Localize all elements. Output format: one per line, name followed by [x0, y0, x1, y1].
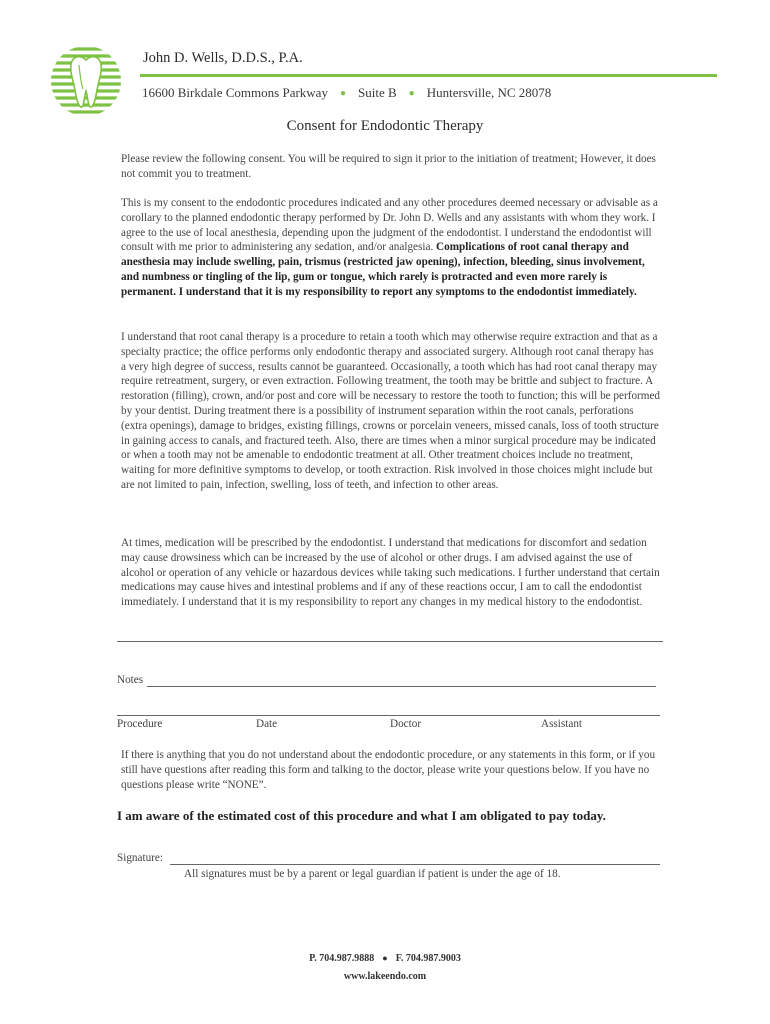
procedure-line-field[interactable] — [117, 715, 660, 716]
notes-field[interactable] — [147, 686, 656, 687]
date-label: Date — [256, 718, 278, 730]
header-divider — [140, 74, 717, 77]
procedure-label: Procedure — [117, 718, 163, 730]
bullet-icon: ● — [382, 953, 388, 963]
bullet-icon: ● — [339, 88, 347, 99]
assistant-label: Assistant — [541, 718, 583, 730]
complications-text: Complications of root canal therapy and anesthesia may include swelling, pain, trismus (restricted jaw opening), infection, bleeding, sinus involvement, and numbness or tingling of the lip, gum or tongue, which rarely is protracted and even more rarely is permanent. I understand that it is my responsibility to report any symptoms to the endodontist immediately. — [121, 241, 645, 298]
footer-fax: F. 704.987.9003 — [395, 953, 461, 964]
practice-address — [142, 85, 551, 101]
questions-paragraph: If there is anything that you do not understand about the endodontic procedure, or any statements in this form, or if you still have questions after reading this form and talking to the doctor, please write your questions below. If you have no questions please write “NONE”. — [121, 749, 656, 791]
medication-paragraph: At times, medication will be prescribed by the endodontist. I understand that medications for discomfort and sedation may cause drowsiness which can be increased by the use of alcohol or other drugs. I am advised against the use of alcohol or operation of any vehicle or hazardous devices while taking such medications. I further understand that certain medications may cause hives and intestinal problems and if any of these reactions occur, I am to call the endodontist immediately. I understand that it is my responsibility to report any changes in my medical history to the endodontist. — [121, 537, 660, 609]
tooth-logo-icon — [50, 45, 122, 117]
bullet-icon: ● — [408, 88, 415, 99]
risks-paragraph: I understand that root canal therapy is a procedure to retain a tooth which may otherwise require extraction and that as a specialty practice; the office performs only endodontic therapy and associated surgery. Although root canal therapy has a very high degree of success, results cannot be guaranteed. Occasionally, a tooth which has had root canal therapy may require retreatment, surgery, or even extraction. Following treatment, the tooth may be brittle and subject to fracture. A restoration (filling), crown, and/or post and core will be necessary to restore the tooth to function; this will be performed by your dentist. During treatment there is a possibility of instrument separation within the root canals, perforations (extra openings), damage to bridges, existing fillings, crowns or porcelain veneers, missed canals, loss of tooth structure in gaining access to canals, and fractured teeth. Also, there are times when a minor surgical procedure may be indicated or when a tooth may not be amenable to endodontic treatment at all. Other treatment choices include no treatment, waiting for more definitive symptoms to develop, or tooth extraction. Risk involved in those choices might include but are not limited to pain, infection, swelling, loss of teeth, and infection to other areas. — [121, 331, 661, 491]
footer-website: www.lakeendo.com — [343, 971, 427, 982]
address-city: Huntersville, NC 28078 — [426, 85, 552, 100]
consent-paragraph — [121, 196, 661, 300]
doctor-label: Doctor — [390, 718, 422, 730]
footer-phone: P. 704.987.9888 — [309, 953, 375, 964]
signature-label: Signature: — [117, 852, 163, 864]
signature-note: All signatures must be by a parent or legal guardian if patient is under the age of 18. — [184, 868, 561, 880]
practice-name: John D. Wells, D.D.S., P.A. — [143, 50, 303, 66]
document-title: Consent for Endodontic Therapy — [286, 118, 484, 134]
consent-text: This is my consent to the endodontic procedures indicated and any other procedures deemed necessary or advisable as a corollary to the planned endodontic therapy performed by Dr. John D. Wells and any assistants with whom they work. I agree to the use of local anesthesia, depending upon the judgment of the endodontist. I understand the endodontist will consult with me prior to administering any sedation, and/or analgesia. — [121, 197, 658, 254]
address-suite: Suite B — [358, 85, 397, 100]
intro-paragraph: Please review the following consent. You will be required to sign it prior to the initiation of treatment; However, it does not commit you to treatment. — [121, 153, 656, 180]
address-street: 16600 Birkdale Commons Parkway — [142, 85, 328, 100]
footer-contact — [0, 953, 770, 964]
cost-acknowledgement: I am aware of the estimated cost of this procedure and what I am obligated to pay today. — [117, 808, 606, 823]
notes-label: Notes — [117, 674, 144, 686]
section-divider — [117, 641, 663, 642]
signature-field[interactable] — [170, 864, 660, 865]
